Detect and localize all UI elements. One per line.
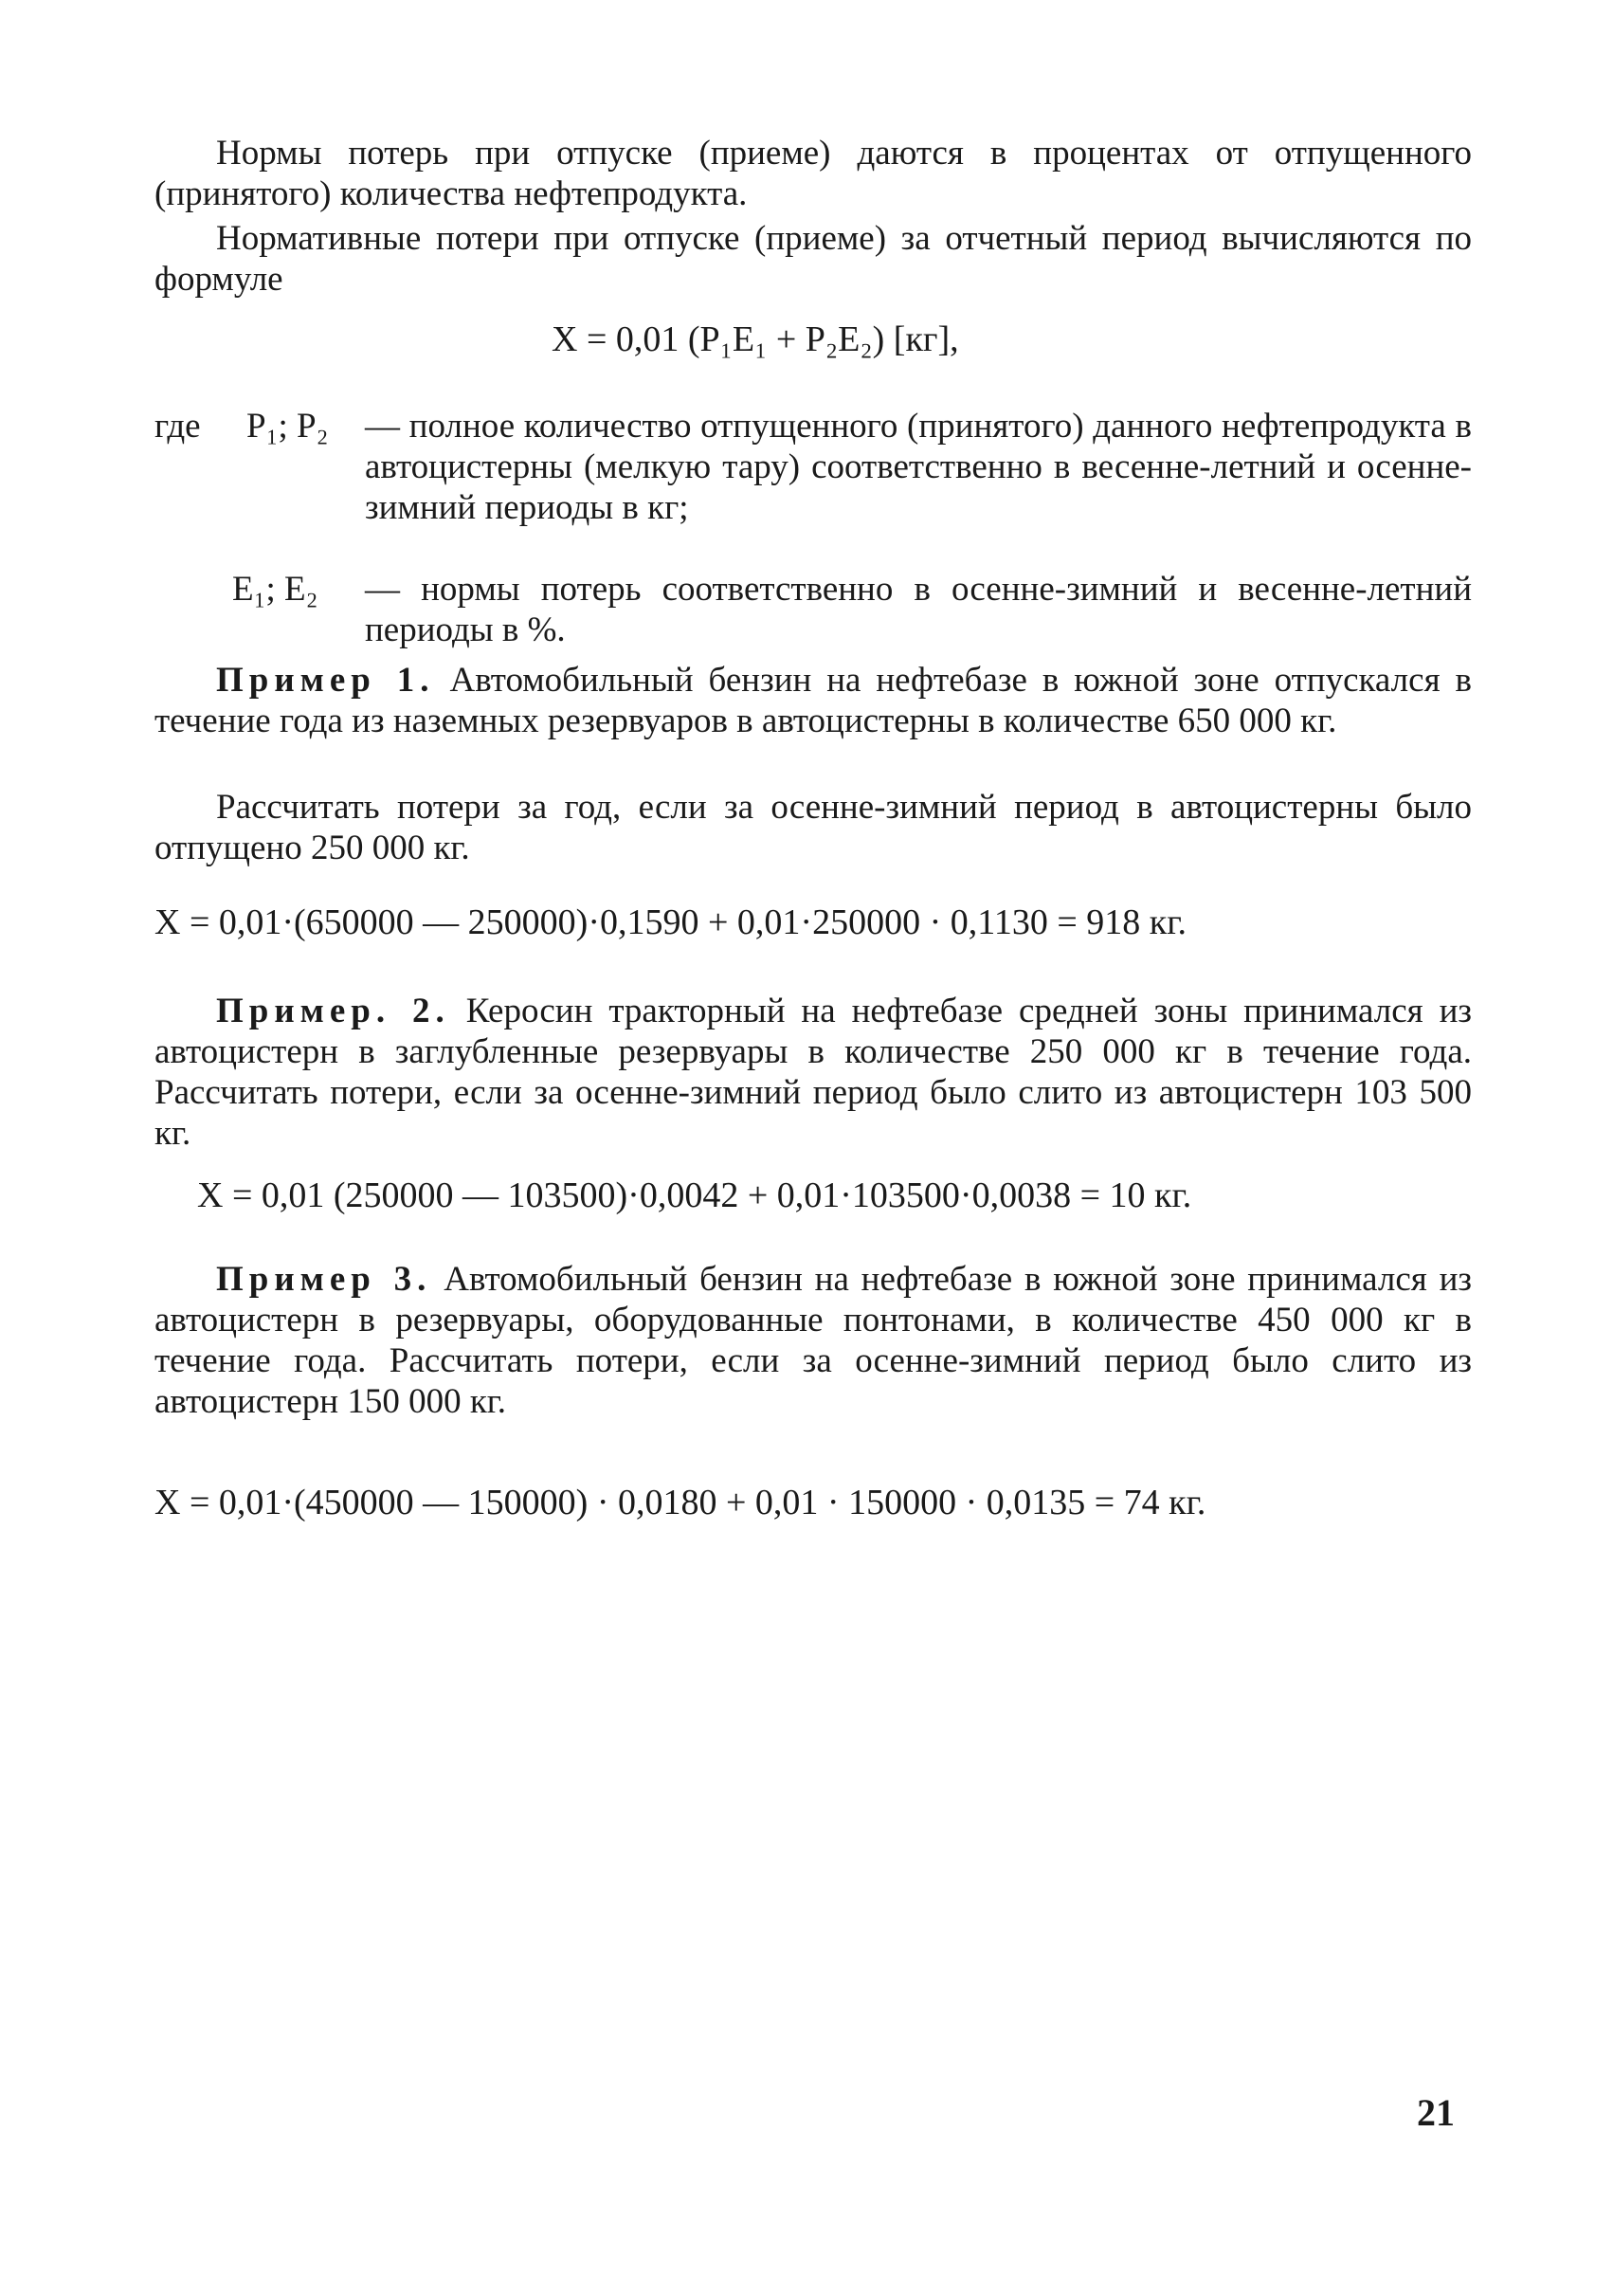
where-word: где [154,407,201,446]
example-3-text: Автомобильный бензин на нефтебазе в южной зоне принимался из автоцистерн в резервуары, оборудованные понтонами, в количестве 450 000 кг в течение года. Рассчитать потери, если за осенне-зимний период было слито из автоцистерн 150 000 кг. [154,1260,1473,1421]
example-3-formula: X = 0,01·(450000 — 150000) · 0,0180 + 0,01 · 150000 · 0,0135 = 74 кг. [154,1483,1206,1522]
example-1-formula: X = 0,01·(650000 — 250000)·0,1590 + 0,01·250000 · 0,1130 = 918 кг. [154,902,1187,942]
definition-text-p: — полное количество отпущенного (принятого) данного нефтепродукта в автоцистерны (мелкую тару) соответственно в весенне-летний и осенне-зимний периоды в кг; [365,407,1472,527]
formula-intro-paragraph: Нормативные потери при отпуске (приеме) за отчетный период вычисляются по формуле [154,219,1472,299]
example-2-text: Керосин тракторный на нефтебазе средней зоны принимался из автоцистерн в заглубленные резервуары в количестве 250 000 кг в течение года. Рассчитать потери, если за осенне-зимний период было слито из автоцистерн 103 500 кг. [154,992,1472,1153]
page-number: 21 [1417,2091,1455,2134]
example-1-text: Автомобильный бензин на нефтебазе в южной зоне отпускался в течение года из наземных резервуаров в автоцистерны в количестве 650 000 кг. [154,661,1472,740]
definition-text-e: — нормы потерь соответственно в осенне-зимний и весенне-летний периоды в %. [365,570,1472,649]
example-1-label: Пример 1. [216,661,435,700]
example-2-label: Пример. 2. [216,992,450,1030]
main-formula: X = 0,01 (P₁E₁ + P₂E₂) [кг], [552,319,959,359]
definition-symbol-e: E₁; E₂ [232,570,318,609]
example-1-paragraph [154,660,1472,741]
definition-symbol-p: P₁; P₂ [246,407,329,446]
intro-paragraph: Нормы потерь при отпуске (приеме) даются в процентах от отпущенного (принятого) количества нефтепродукта. [154,134,1472,213]
example-2-formula: X = 0,01 (250000 — 103500)·0,0042 + 0,01·103500·0,0038 = 10 кг. [197,1175,1192,1215]
example-2-paragraph [154,991,1472,1154]
example-3-label: Пример 3. [216,1260,432,1299]
example-3-paragraph [154,1259,1472,1422]
example-1-question: Рассчитать потери за год, если за осенне-зимний период в автоцистерны было отпущено 250 000 кг. [154,788,1472,867]
